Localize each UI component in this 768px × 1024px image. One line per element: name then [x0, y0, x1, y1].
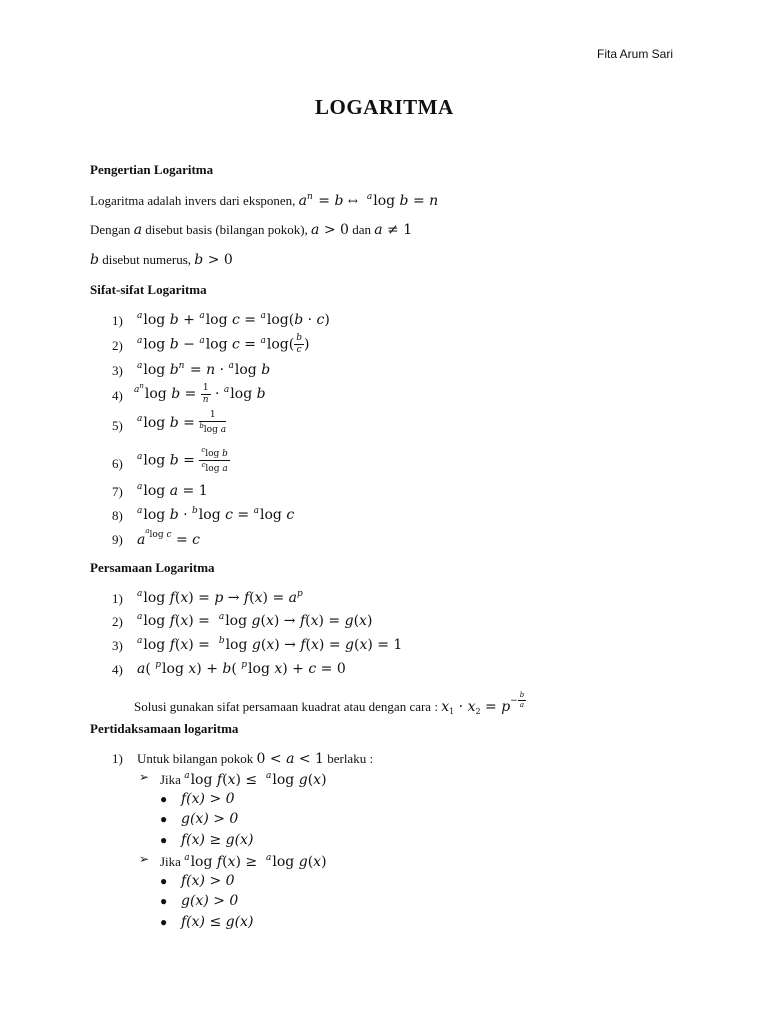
sifat-formula-1: $^a$log b + $^a$log c = $^a$log(b · c) [137, 311, 330, 328]
bullet-icon: ● [160, 915, 168, 929]
condition-item: f(x) ≥ g(x) [181, 832, 254, 848]
arrow-bullet-icon: ➢ [139, 852, 150, 866]
sifat-number: 4) [112, 388, 123, 403]
sifat-number: 1) [112, 313, 123, 328]
base-range: 0 < a < 1 [256, 751, 324, 767]
condition-item: f(x) ≤ g(x) [181, 914, 254, 930]
jika-label: Jika [160, 772, 181, 787]
persamaan-number: 1) [112, 591, 123, 606]
sifat-number: 6) [112, 456, 123, 471]
sifat-formula-8: $^a$log b · $^b$log c = $^a$log c [137, 506, 295, 523]
bullet-icon: ● [160, 894, 168, 908]
case-1-line [160, 771, 327, 788]
base-text-b: disebut basis (bilangan pokok), [145, 222, 308, 237]
condition-item: g(x) > 0 [181, 893, 239, 909]
base-text-c: dan [352, 222, 371, 237]
numerus-line [90, 252, 233, 268]
bullet-icon: ● [160, 833, 168, 847]
heading-pengertian: Pengertian Logaritma [90, 162, 214, 177]
sifat-formula-2: $^a$log b − $^a$log c = $^a$log( $\frac{b}{c}$ ) [137, 333, 310, 355]
arrow-bullet-icon: ➢ [139, 770, 150, 784]
base-text-a: Dengan [90, 222, 131, 237]
definition-formula: $a^n = b$ ↔ $^a$log b = n [298, 192, 439, 209]
sifat-number: 8) [112, 508, 123, 523]
heading-pertidaksamaan: Pertidaksamaan logaritma [90, 721, 239, 736]
persamaan-number: 4) [112, 662, 123, 677]
sifat-formula-4: $^{a^n}$log b = $\frac{1}{n}$ · $^a$log b [134, 382, 266, 405]
case-2-line [160, 853, 327, 870]
sifat-formula-3: $^a$log $b^n = n \cdot ^a\log$ b [137, 361, 271, 378]
bullet-icon: ● [160, 812, 168, 826]
sifat-formula-5: $^a$log b = $\frac{1}{^b\log a}$ [137, 410, 227, 435]
sifat-number: 2) [112, 338, 123, 353]
base-condition-1: a > 0 [311, 222, 349, 238]
bullet-icon: ● [160, 874, 168, 888]
sifat-number: 9) [112, 532, 123, 547]
sifat-formula-6: $^a$log b = $\frac{^c\log b}{^c\log a}$ [137, 446, 228, 474]
case-1-formula: $^a$log f(x) ≤ $^a$log g(x) [184, 771, 327, 788]
jika-label: Jika [160, 854, 181, 869]
persamaan-number: 2) [112, 614, 123, 629]
pertidaksamaan-item-1 [137, 751, 373, 767]
base-line [90, 222, 412, 238]
heading-persamaan: Persamaan Logaritma [90, 560, 215, 575]
item1-text-a: Untuk bilangan pokok [137, 751, 254, 766]
numerus-text: disebut numerus, [102, 252, 192, 267]
sifat-number: 3) [112, 363, 123, 378]
sifat-formula-9: $a^{^alog c} = c$ [137, 527, 200, 548]
item1-text-b: berlaku : [327, 751, 374, 766]
heading-sifat: Sifat-sifat Logaritma [90, 282, 207, 297]
solusi-text: Solusi gunakan sifat persamaan kuadrat atau dengan cara : [134, 699, 438, 714]
sifat-number: 5) [112, 418, 123, 433]
definition-line [90, 192, 438, 209]
author-name: Fita Arum Sari [597, 47, 674, 61]
solusi-line [134, 692, 526, 716]
base-symbol: a [133, 222, 143, 238]
page-title: LOGARITMA [315, 95, 454, 119]
condition-item: g(x) > 0 [181, 811, 239, 827]
persamaan-number: 3) [112, 638, 123, 653]
case-2-formula: $^a$log f(x) ≥ $^a$log g(x) [184, 853, 327, 870]
numerus-condition: b > 0 [194, 252, 233, 268]
persamaan-formula-2: $^a$log f(x) = $^a$log g(x) → f(x) = g(x) [137, 612, 373, 629]
numerus-symbol: b [90, 252, 99, 268]
sifat-formula-7: $^a$log a = 1 [137, 482, 208, 499]
condition-item: f(x) > 0 [181, 873, 235, 889]
persamaan-formula-3: $^a$log f(x) = $^b$log g(x) → f(x) = g(x) = 1 [137, 636, 403, 653]
definition-text: Logaritma adalah invers dari eksponen, [90, 193, 296, 208]
condition-item: f(x) > 0 [181, 791, 235, 807]
persamaan-formula-4: a( $^p$log x) + b( $^p$log x) + c = 0 [137, 660, 346, 677]
bullet-icon: ● [160, 792, 168, 806]
sifat-number: 7) [112, 484, 123, 499]
pertidaksamaan-number: 1) [112, 751, 123, 766]
base-condition-2: a ≠ 1 [374, 222, 413, 238]
persamaan-formula-1: $^a$log $f(x) = p \to f(x) = a^p$ [137, 589, 303, 606]
solusi-formula: $x_1 \cdot x_2 = p^{- \frac{b}{a}}$ [441, 691, 525, 716]
